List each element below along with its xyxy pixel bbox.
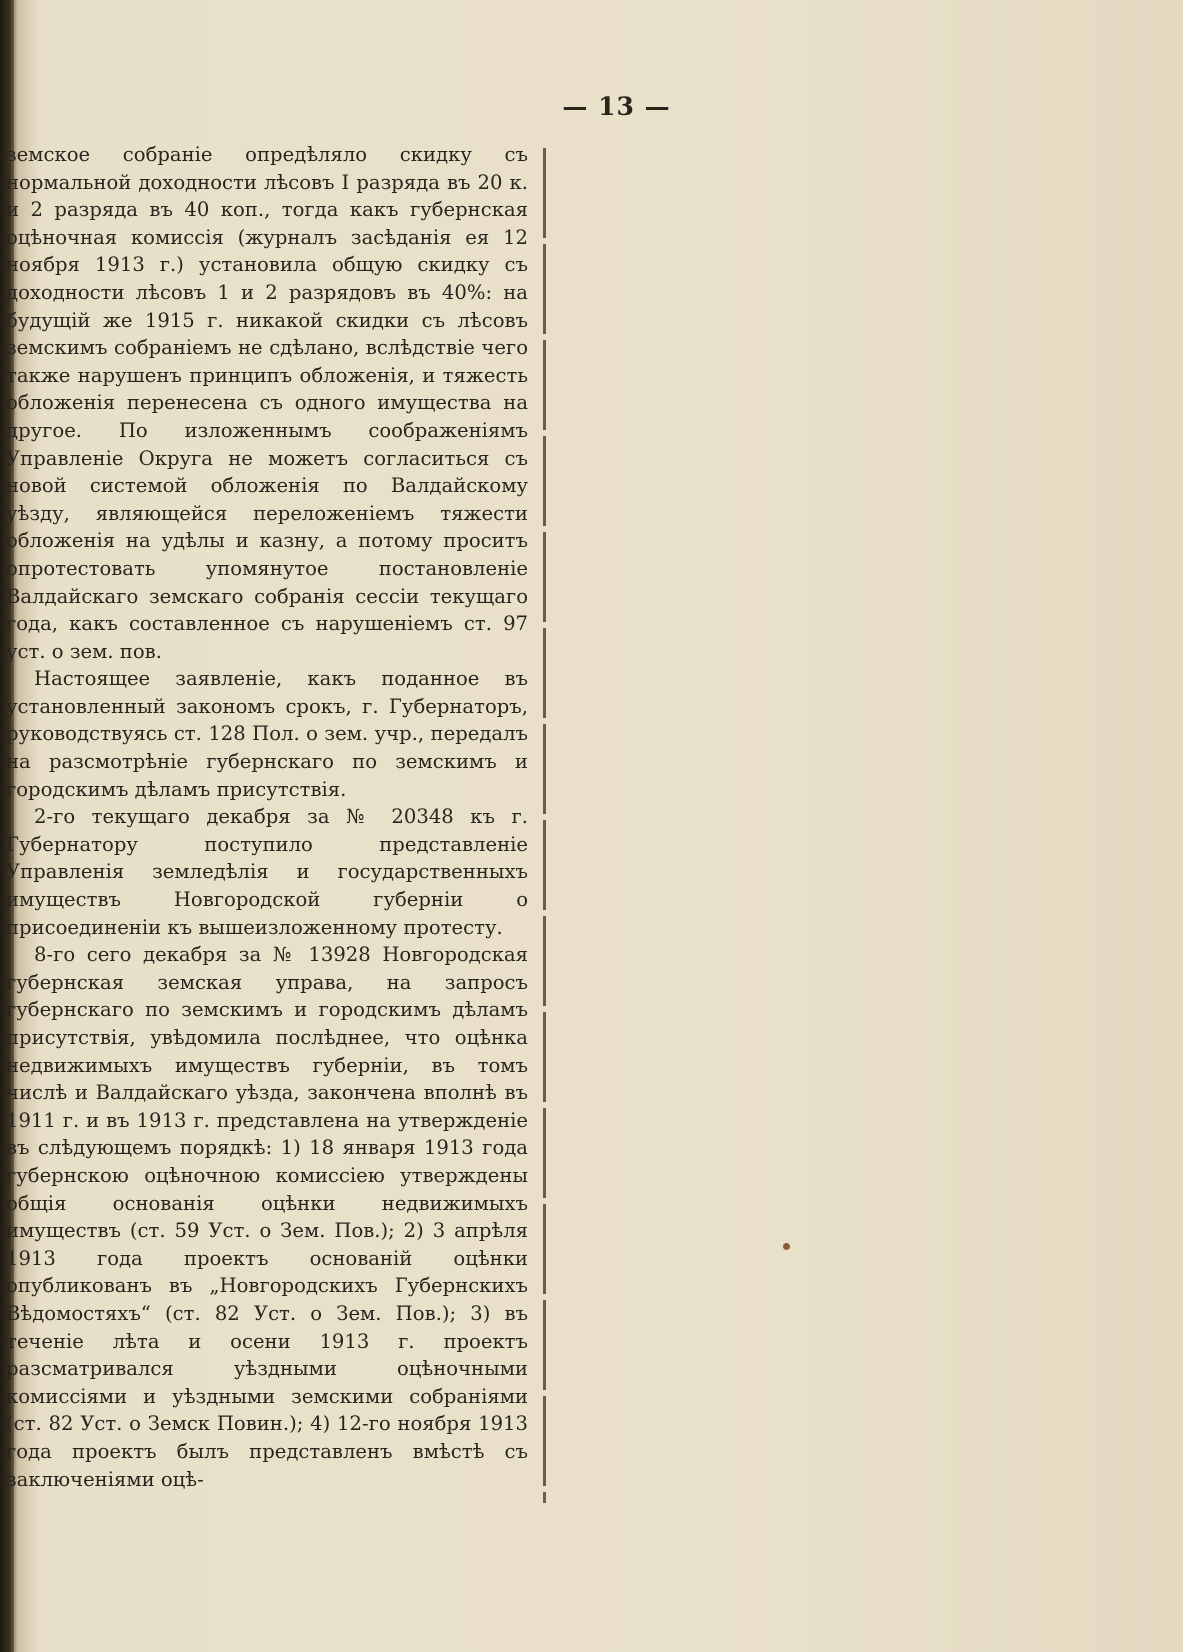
paragraph-zemstvo-uprava-report: 8-го сего декабря за № 13928 Новгородская губернская земская управа, на запросъ губернскаго по земскимъ и городскимъ дѣламъ присутствія, увѣдомила послѣднее, что оцѣнка недвижимыхъ имуществъ губерніи, въ томъ числѣ и Валдайскаго уѣзда, закончена вполнѣ въ 1911 г. и въ 1913 г. представлена на утвержденіе въ слѣдующемъ порядкѣ: 1) 18 января 1913 года губернскою оцѣночною комиссіею утверждены общія основанія оцѣнки недвижимыхъ имуществъ (ст. 59 Уст. о Зем. Пов.); 2) 3 апрѣля 1913 года проектъ основаній оцѣнки опубликованъ въ „Новгородскихъ Губернскихъ Вѣдомостяхъ“ (ст. 82 Уст. о Зем. Пов.); 3) въ теченіе лѣта и осени 1913 г. проектъ разсматривался уѣздными оцѣночными комиссіями и уѣздными земскими собраніями (ст. 82 Уст. о Земск Повин.); 4) 12-го ноября 1913 года проектъ былъ представленъ вмѣстѣ съ заключеніями оцѣ-	[6, 943, 528, 1491]
text-column	[6, 141, 528, 1493]
paragraph-continuation: земское собраніе опредѣляло скидку съ нормальной доходности лѣсовъ I разряда въ 20 к. и 2 разряда въ 40 коп., тогда какъ губернская оцѣночная комиссія (журналъ засѣданія ея 12 ноября 1913 г.) установила общую скидку съ доходности лѣсовъ 1 и 2 разрядовъ въ 40%: на будущій же 1915 г. никакой скидки съ лѣсовъ земскимъ собраніемъ не сдѣлано, вслѣдствіе чего также нарушенъ принципъ обложенія, и тяжесть обложенія перенесена съ одного имущества на другое. По изложеннымъ соображеніямъ Управленіе Округа не можетъ согласиться съ новой системой обложенія по Валдайскому уѣзду, являющейся переложеніемъ тяжести обложенія на удѣлы и казну, а потому проситъ опротестовать упомянутое постановленіе Валдайскаго земскаго собранія сессіи текущаго года, какъ составленное съ нарушеніемъ ст. 97 уст. о зем. пов.	[6, 143, 528, 663]
column-divider-rule	[543, 148, 546, 1503]
page-number: — 13 —	[562, 92, 671, 121]
paragraph-ministry-representation: 2-го текущаго декабря за № 20348 къ г. Губернатору поступило представленіе Управленія земледѣлія и государственныхъ имуществъ Новгородской губерніи о присоединеніи къ вышеизложенному протесту.	[6, 805, 528, 939]
paper-stain	[783, 1243, 790, 1250]
paragraph-governor-referral: Настоящее заявленіе, какъ поданное въ установленный закономъ срокъ, г. Губернаторъ, руководствуясь ст. 128 Пол. о зем. учр., передалъ на разсмотрѣніе губернскаго по земскимъ и городскимъ дѣламъ присутствія.	[6, 667, 528, 801]
